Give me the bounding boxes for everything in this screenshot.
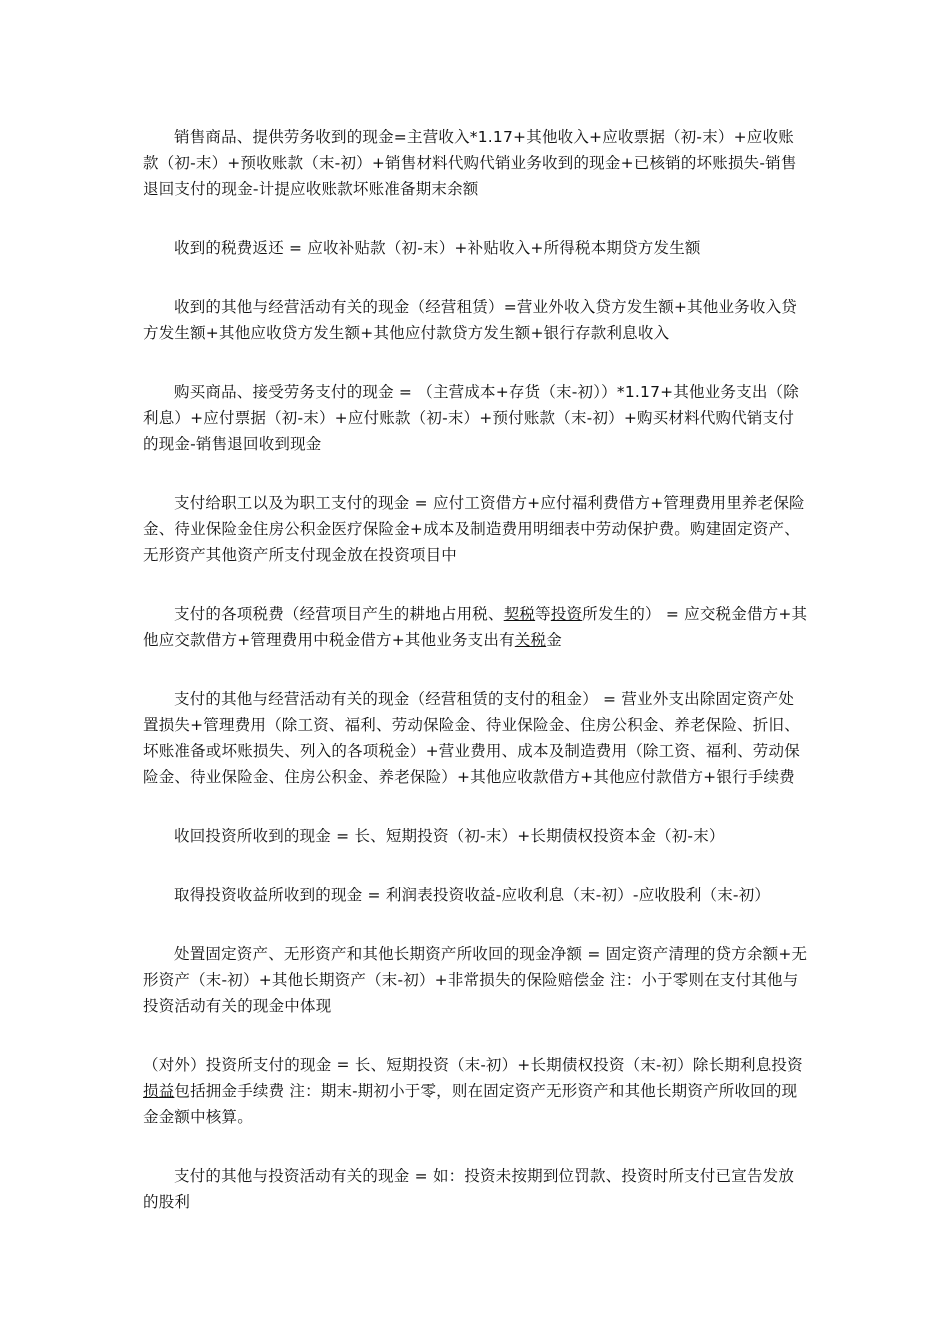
text-segment: 等 [535,605,551,623]
text-segment: 包括拥金手续费 注：期末-期初小于零，则在固定资产无形资产和其他长期资产所收回的现金金额中核算。 [143,1082,798,1126]
link-investment[interactable]: 投资 [550,605,583,623]
link-deed-tax[interactable]: 契税 [503,605,536,623]
text-segment: 金 [546,631,562,649]
paragraph-purchase-payments: 购买商品、接受劳务支付的现金 = （主营成本+存货（末-初））*1.17+其他业务支出（除利息）+应付票据（初-末）+应付账款（初-末）+预付账款（末-初）+购买材料代购代销支付的现金-销售退回收到现金 [143,383,799,453]
text-segment: 支付的各项税费（经营项目产生的耕地占用税、 [174,605,504,623]
paragraph-tax-payments [143,601,809,653]
link-customs-duty[interactable]: 关税 [514,631,547,649]
paragraph-investment-payments [143,1052,809,1130]
paragraph-tax-refund: 收到的税费返还 = 应收补贴款（初-末）+补贴收入+所得税本期贷方发生额 [174,239,701,257]
paragraph-investment-recovery: 收回投资所收到的现金 = 长、短期投资（初-末）+长期债权投资本金（初-末） [174,827,725,845]
paragraph-other-operating-receipts: 收到的其他与经营活动有关的现金（经营租赁）=营业外收入贷方发生额+其他业务收入贷方发生额+其他应收贷方发生额+其他应付款贷方发生额+银行存款利息收入 [143,298,797,342]
text-segment: （对外）投资所支付的现金 = 长、短期投资（末-初）+长期债权投资（末-初）除长期利息投资 [143,1056,803,1074]
paragraph-employee-payments: 支付给职工以及为职工支付的现金 = 应付工资借方+应付福利费借方+管理费用里养老保险金、待业保险金住房公积金医疗保险金+成本及制造费用明细表中劳动保护费。购建固定资产、无形资产其他资产所支付现金放在投资项目中 [143,494,805,564]
text-segment: 所发生的） = 应交税金借方+其他应交款借方+管理费用中税金借方+其他业务支出有 [143,605,808,649]
paragraph-other-operating-payments: 支付的其他与经营活动有关的现金（经营租赁的支付的租金） = 营业外支出除固定资产处置损失+管理费用（除工资、福利、劳动保险金、待业保险金、住房公积金、养老保险、折旧、坏账准备或坏账损失、列入的各项税金）+营业费用、成本及制造费用（除工资、福利、劳动保险金、待业保险金、住房公积金、养老保险）+其他应收款借方+其他应付款借方+银行手续费 [143,690,800,786]
paragraph-asset-disposal: 处置固定资产、无形资产和其他长期资产所收回的现金净额 = 固定资产清理的贷方余额+无形资产（末-初）+其他长期资产（末-初）+非常损失的保险赔偿金 注：小于零则在支付其他与投资活动有关的现金中体现 [143,945,808,1015]
paragraph-sales-cash: 销售商品、提供劳务收到的现金=主营收入*1.17+其他收入+应收票据（初-末）+应收账款（初-末）+预收账款（末-初）+销售材料代购代销业务收到的现金+已核销的坏账损失-销售退回支付的现金-计提应收账款坏账准备期末余额 [143,128,797,198]
link-profit-loss[interactable]: 损益 [143,1082,175,1100]
document-page [143,124,809,1248]
paragraph-investment-income: 取得投资收益所收到的现金 = 利润表投资收益-应收利息（末-初）-应收股利（末-初） [174,886,771,904]
paragraph-other-investing-payments: 支付的其他与投资活动有关的现金 = 如：投资未按期到位罚款、投资时所支付已宣告发放的股利 [143,1167,795,1211]
